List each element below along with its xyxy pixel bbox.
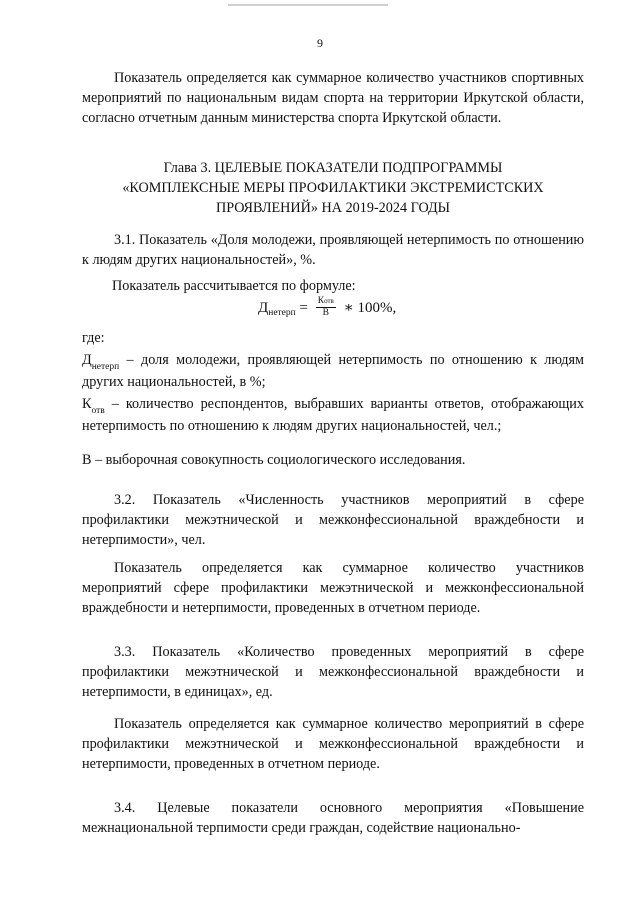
- formula-lhs-sub: нетерп: [268, 307, 296, 318]
- definition-3: В – выборочная совокупность социологического исследования.: [82, 452, 466, 468]
- formula: [258, 296, 396, 319]
- formula-intro: Показатель рассчитывается по формуле:: [112, 278, 356, 294]
- formula-lhs: Д: [258, 299, 269, 316]
- page-number: 9: [317, 36, 323, 50]
- section-3-3-description: Показатель определяется как суммарное количество мероприятий в сфере профилактики межэтнической и межконфессиональной враждебности и нетерпимости, проведенных в отчетном периоде.: [82, 716, 584, 772]
- formula-fraction: [316, 296, 336, 319]
- formula-denominator: В: [322, 308, 329, 318]
- def2-text: – количество респондентов, выбравших варианты ответов, отображающих нетерпимость по отношению к людям других национальностей, чел.;: [82, 396, 584, 434]
- definition-1: [82, 350, 584, 392]
- heading-line-1: Глава 3. ЦЕЛЕВЫЕ ПОКАЗАТЕЛИ ПОДПРОГРАММЫ: [163, 160, 503, 176]
- def2-symbol: К: [82, 396, 92, 412]
- definition-2: [82, 394, 584, 436]
- chapter-heading: [80, 158, 586, 218]
- formula-tail: ∗ 100%,: [339, 299, 397, 316]
- formula-numerator: [316, 296, 336, 308]
- where-label: где:: [82, 330, 105, 346]
- section-3-2-description: Показатель определяется как суммарное количество участников мероприятий сфере профилактики межэтнической и межконфессиональной враждебности и нетерпимости, проведенных в отчетном периоде.: [82, 560, 584, 616]
- intro-paragraph: Показатель определяется как суммарное количество участников спортивных мероприятий по национальным видам спорта на территории Иркутской области, согласно отчетным данным министерства спорта Иркутской области.: [82, 70, 584, 126]
- section-3-1: 3.1. Показатель «Доля молодежи, проявляющей нетерпимость по отношению к людям других национальностей», %.: [82, 232, 584, 268]
- numerator-sub: отв: [324, 297, 334, 305]
- def2-sub: отв: [91, 406, 105, 416]
- scan-artifact: [228, 4, 388, 6]
- def1-symbol: Д: [82, 352, 92, 368]
- formula-equals: =: [295, 299, 312, 316]
- heading-line-3: ПРОЯВЛЕНИЙ» НА 2019-2024 ГОДЫ: [215, 200, 451, 216]
- section-3-3: 3.3. Показатель «Количество проведенных мероприятий в сфере профилактики межэтнической и межконфессиональной враждебности и нетерпимости, в единицах», ед.: [82, 644, 584, 700]
- numerator-symbol: К: [317, 296, 325, 306]
- def1-text: – доля молодежи, проявляющей нетерпимость по отношению к людям других национальностей, в %;: [82, 352, 584, 390]
- section-3-4: 3.4. Целевые показатели основного мероприятия «Повышение межнациональной терпимости среди граждан, содействие национально-: [82, 800, 584, 836]
- def1-sub: нетерп: [91, 362, 120, 372]
- heading-line-2: «КОМПЛЕКСНЫЕ МЕРЫ ПРОФИЛАКТИКИ ЭКСТРЕМИСТСКИХ: [122, 180, 544, 196]
- section-3-2: 3.2. Показатель «Численность участников мероприятий в сфере профилактики межэтнической и межконфессиональной враждебности и нетерпимости», чел.: [82, 492, 584, 548]
